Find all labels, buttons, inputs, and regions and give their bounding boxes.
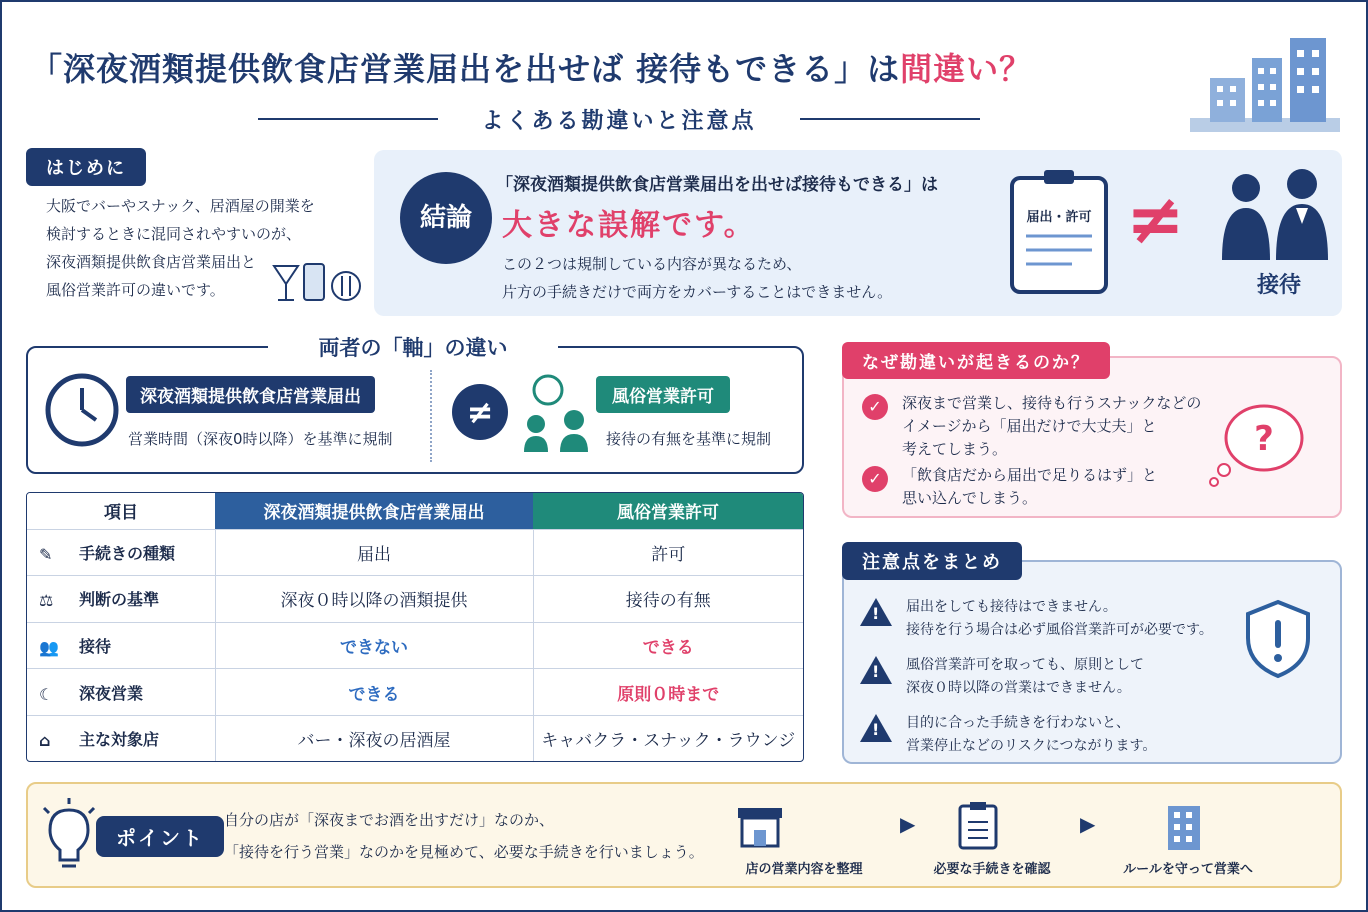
people-icon: 👥 bbox=[39, 637, 59, 657]
summary-panel bbox=[842, 552, 1342, 764]
arrow-icon: ▶ bbox=[900, 812, 916, 836]
axis-right-tag: 風俗営業許可 bbox=[596, 376, 730, 413]
check-icon: ✓ bbox=[862, 466, 888, 492]
shield-icon bbox=[1242, 598, 1314, 680]
why-tag: なぜ勘違いが起きるのか？ bbox=[842, 342, 1110, 379]
document-icon bbox=[1008, 168, 1112, 298]
warning-icon bbox=[860, 656, 892, 684]
axis-not-equal: ≠ bbox=[452, 384, 508, 440]
table-row: ⌂ 主な対象店 バー・深夜の居酒屋 キャバクラ・スナック・ラウンジ bbox=[27, 715, 803, 761]
comparison-table bbox=[26, 492, 804, 762]
conclusion-headline: 大きな誤解です。 bbox=[502, 208, 756, 243]
axis-left-text: 営業時間（深夜0時以降）を基準に規制 bbox=[128, 430, 393, 448]
conclusion-badge: 結論 bbox=[400, 172, 492, 264]
axis-panel bbox=[26, 336, 804, 474]
conclusion-text: この２つは規制している内容が異なるため、 片方の手続きだけで両方をカバーすることはできません。 bbox=[502, 255, 893, 301]
table-row: ☾ 深夜営業 できる 原則０時まで bbox=[27, 669, 803, 716]
conclusion-panel bbox=[374, 150, 1342, 316]
step-1-label: 店の営業内容を整理 bbox=[745, 862, 863, 877]
summary-item: ! 目的に合った手続きを行わないと、 営業停止などのリスクにつながります。 bbox=[860, 712, 892, 744]
office-building-icon bbox=[1162, 802, 1206, 852]
store-icon: ⌂ bbox=[39, 730, 51, 750]
people-icon bbox=[1214, 164, 1334, 264]
arrow-icon: ▶ bbox=[1080, 812, 1096, 836]
not-equal-sign: ≠ bbox=[1126, 178, 1185, 260]
point-panel bbox=[26, 782, 1342, 888]
axis-right-text: 接待の有無を基準に規制 bbox=[606, 430, 772, 448]
people-label: 接待 bbox=[1256, 273, 1301, 298]
checklist-icon bbox=[956, 800, 1000, 850]
conversation-icon bbox=[522, 372, 594, 452]
table-row: 👥 接待 できない できる bbox=[27, 622, 803, 669]
scale-icon: ⚖ bbox=[39, 591, 54, 611]
step-3-label: ルールを守って営業へ bbox=[1123, 862, 1253, 877]
question-bubble-icon bbox=[1206, 398, 1306, 488]
warning-icon bbox=[860, 598, 892, 626]
shop-icon bbox=[734, 804, 786, 850]
warning-icon bbox=[860, 714, 892, 742]
drinks-icon bbox=[270, 260, 362, 312]
table-header-item: 項目 bbox=[27, 493, 215, 529]
summary-item: ! 風俗営業許可を取っても、原則として 深夜０時以降の営業はできません。 bbox=[860, 654, 892, 686]
question-mark: ? bbox=[1254, 419, 1274, 459]
point-text: 自分の店が「深夜までお酒を出すだけ」なのか、 「接待を行う営業」なのかを見極めて、必要な手続きを行いましょう。 bbox=[224, 811, 704, 861]
form-edit-icon: ✎ bbox=[39, 544, 53, 564]
lightbulb-icon bbox=[38, 796, 100, 876]
table-header-notification: 深夜酒類提供飲食店営業届出 bbox=[215, 493, 533, 529]
buildings-icon bbox=[1190, 30, 1340, 135]
summary-item: ! 届出をしても接待はできません。 接待を行う場合は必ず風俗営業許可が必要です。 bbox=[860, 596, 892, 628]
clock-icon bbox=[44, 372, 120, 448]
summary-tag: 注意点をまとめ bbox=[842, 542, 1022, 580]
document-label: 届出・許可 bbox=[1026, 210, 1092, 225]
page-title: 「深夜酒類提供飲食店営業届出を出せば 接待もできる」は間違い？ bbox=[30, 50, 1033, 88]
moon-icon: ☾ bbox=[39, 684, 54, 704]
axis-left-tag: 深夜酒類提供飲食店営業届出 bbox=[126, 376, 375, 413]
conclusion-line1: 「深夜酒類提供飲食店営業届出を出せば接待もできる」は bbox=[496, 175, 938, 195]
point-tag: ポイント bbox=[96, 816, 224, 857]
table-header-permit: 風俗営業許可 bbox=[533, 493, 803, 529]
axis-divider bbox=[430, 370, 432, 462]
page-subtitle: よくある勘違いと注意点 bbox=[258, 104, 980, 135]
table-row: ⚖ 判断の基準 深夜０時以降の酒類提供 接待の有無 bbox=[27, 576, 803, 623]
check-icon: ✓ bbox=[862, 394, 888, 420]
intro-tag: はじめに bbox=[26, 148, 146, 186]
axis-title: 両者の「軸」の違い bbox=[268, 332, 558, 362]
table-row: ✎ 手続きの種類 届出 許可 bbox=[27, 529, 803, 576]
intro-panel bbox=[26, 148, 364, 316]
intro-text: 大阪でバーやスナック、居酒屋の開業を 検討するときに混同されやすいのが、 深夜酒類提供飲食店営業届出と 風俗営業許可の違いです。 bbox=[46, 197, 315, 299]
step-2-label: 必要な手続きを確認 bbox=[933, 862, 1051, 877]
why-panel: なぜ勘違いが起きるのか？ ✓ 深夜まで営業し、接待も行うスナックなどの イメージから「届出だけで大丈夫」と 考えてしまう。 ✓ 「飲食店だから届出で足りるはず」と 思い込んでしまう。 ? bbox=[842, 356, 1342, 518]
